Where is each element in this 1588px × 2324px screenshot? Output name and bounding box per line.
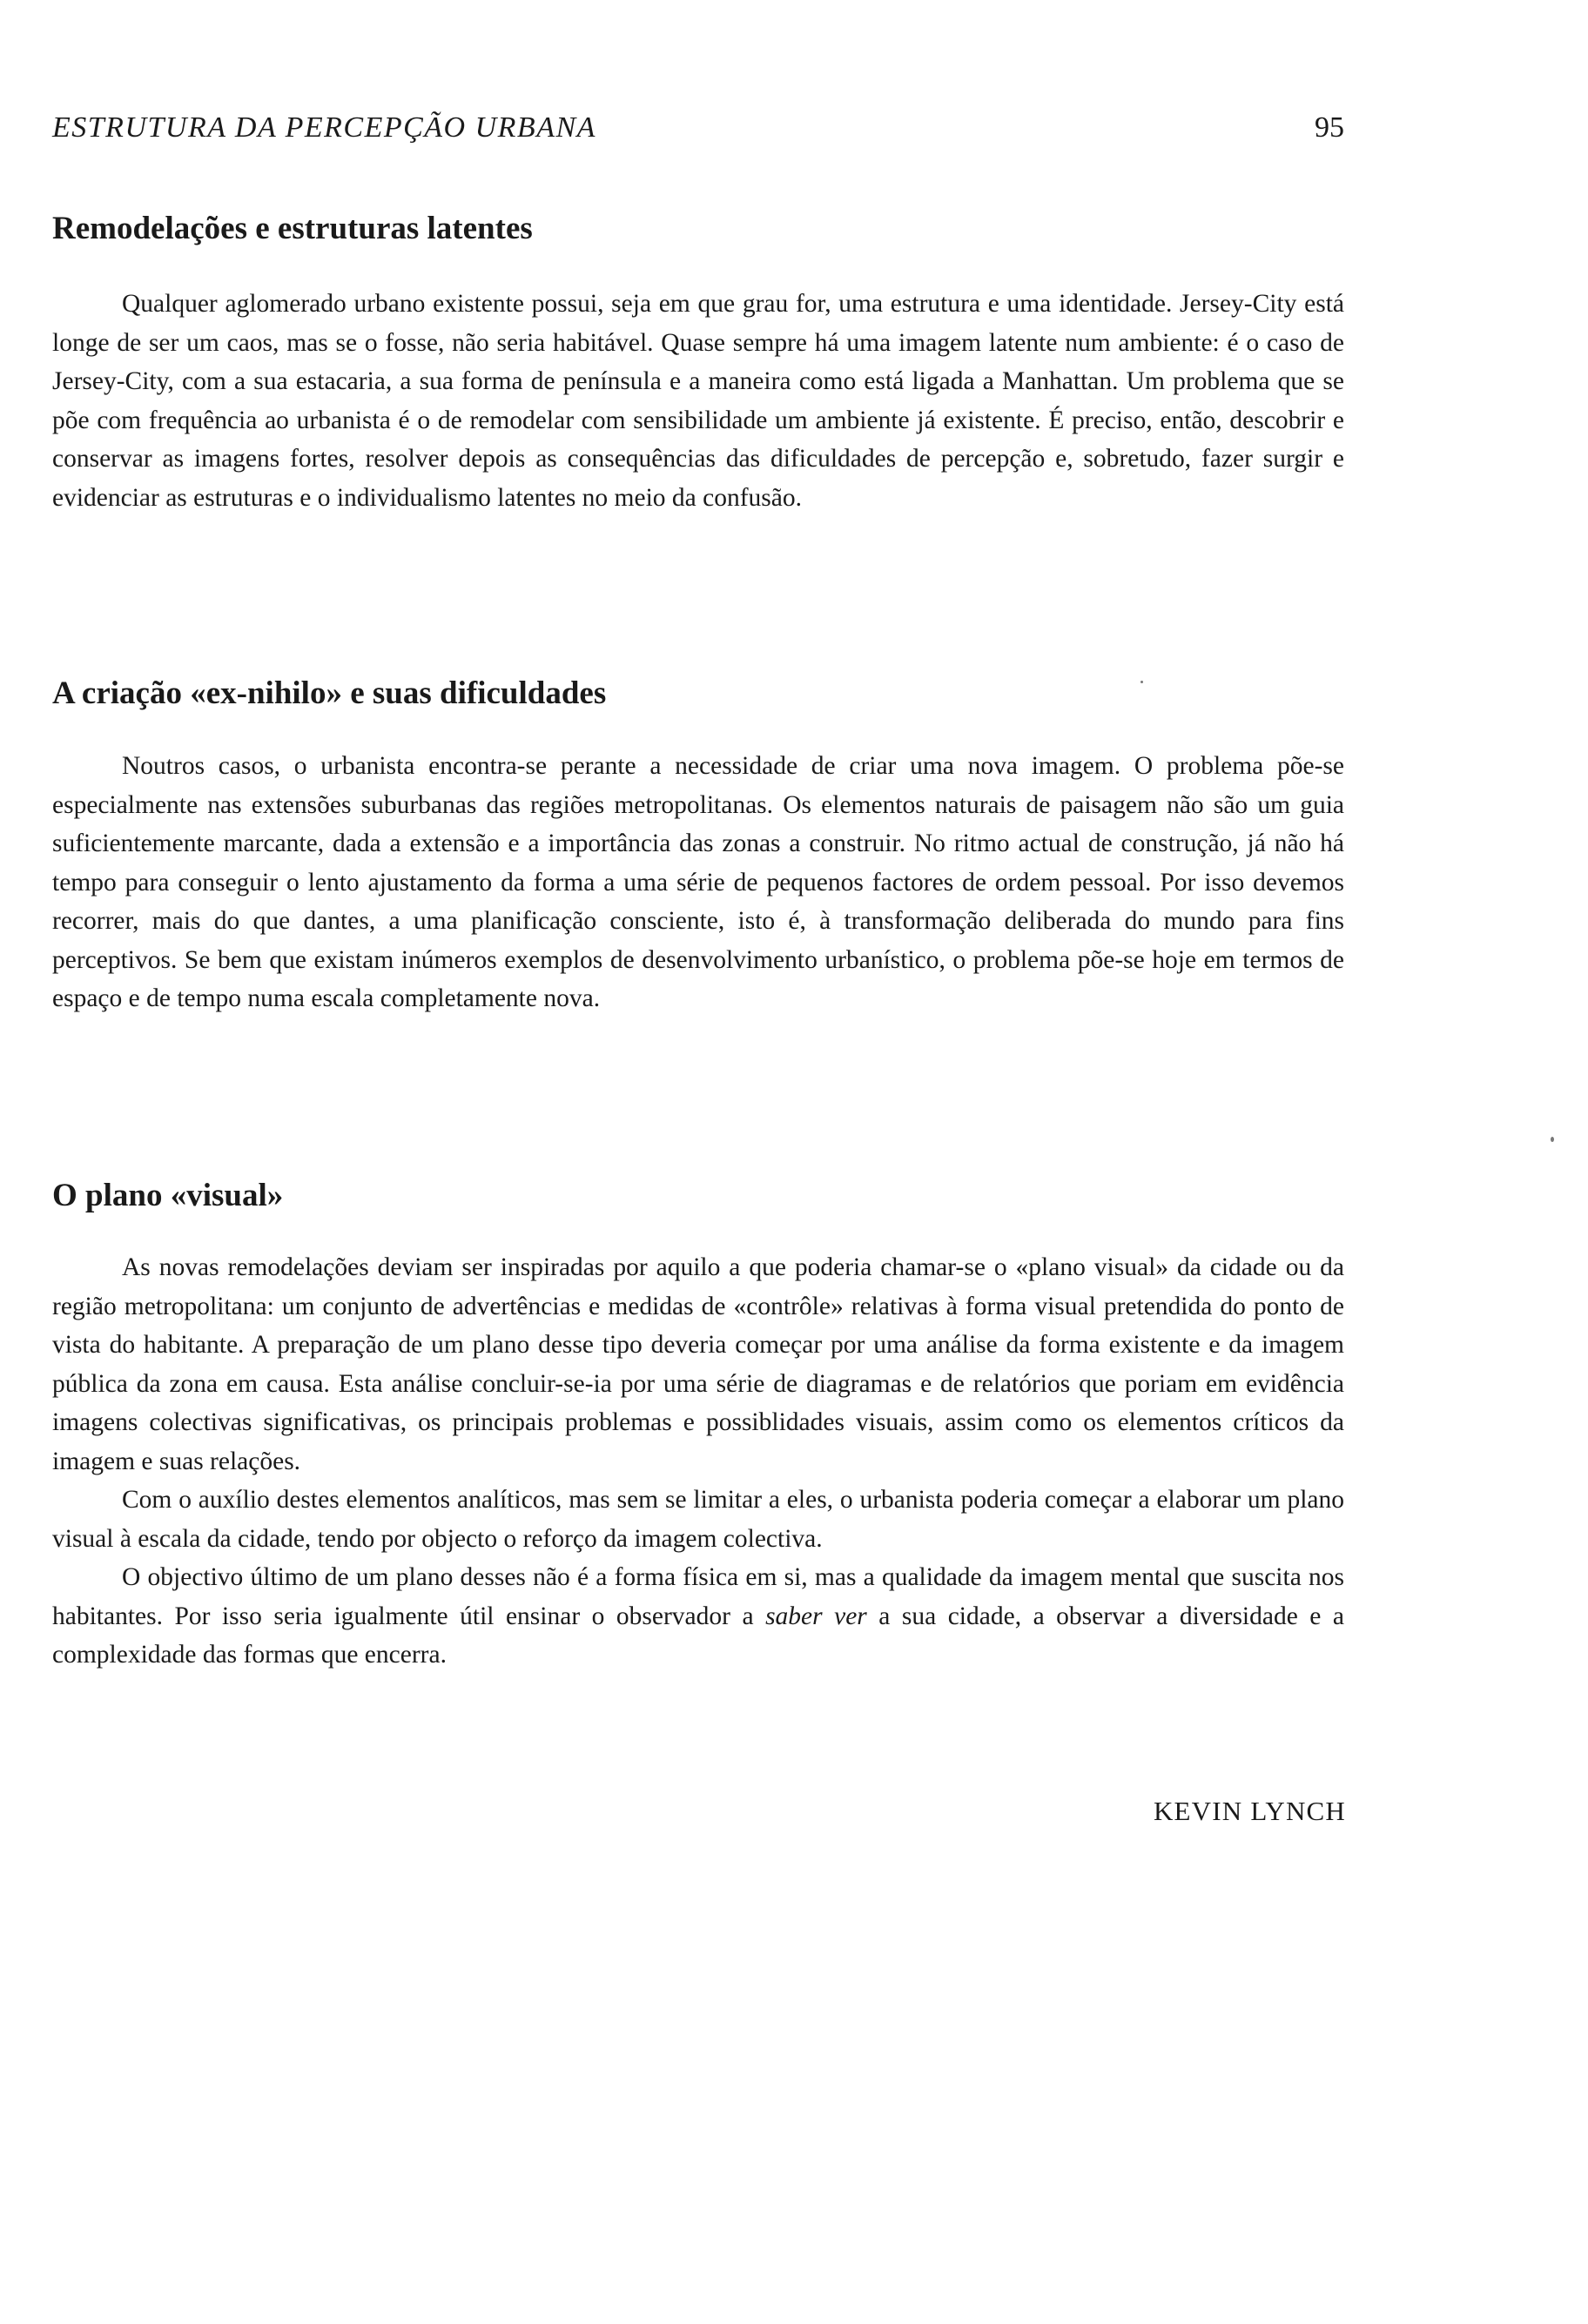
section-heading-remodelacoes: Remodelações e estruturas latentes bbox=[52, 211, 533, 246]
section-heading-plano-visual: O plano «visual» bbox=[52, 1178, 284, 1213]
section-body-remodelacoes bbox=[52, 285, 1344, 517]
scan-speck bbox=[1141, 681, 1143, 683]
paragraph: Qualquer aglomerado urbano existente possui, seja em que grau for, uma estrutura e uma identidade. Jersey-City está longe de ser um caos, mas se o fosse, não seria habitável. Quase sempre há uma imagem latente num ambiente: é o caso de Jersey-City, com a sua estacaria, a sua forma de península e a maneira como está ligada a Manhattan. Um problema que se põe com frequência ao urbanista é o de remodelar com sensibilidade um ambiente já existente. É preciso, então, descobrir e conservar as imagens fortes, resolver depois as consequências das dificuldades de percepção e, sobretudo, fazer surgir e evidenciar as estruturas e o individualismo latentes no meio da confusão. bbox=[52, 290, 1344, 512]
section-body-criacao bbox=[52, 747, 1344, 1018]
paragraph: Noutros casos, o urbanista encontra-se perante a necessidade de criar uma nova imagem. O problema põe-se especialmente nas extensões suburbanas das regiões metropolitanas. Os elementos naturais de paisagem não são um guia suficientemente marcante, dada a extensão e a importância das zonas a construir. No ritmo actual de construção, já não há tempo para conseguir o lento ajustamento da forma a uma série de pequenos factores de ordem pessoal. Por isso devemos recorrer, mais do que dantes, a uma planificação consciente, isto é, à transformação deliberada do mundo para fins perceptivos. Se bem que existam inúmeros exemplos de desenvolvimento urbanístico, o problema põe-se hoje em termos de espaço e de tempo numa escala completamente nova. bbox=[52, 752, 1344, 1012]
section-body-plano-visual bbox=[52, 1248, 1344, 1675]
paragraph: Com o auxílio destes elementos analíticos, mas sem se limitar a eles, o urbanista poderia começar a elaborar um plano visual à escala da cidade, tendo por objecto o reforço da imagem colectiva. bbox=[52, 1486, 1344, 1553]
paragraph: As novas remodelações deviam ser inspiradas por aquilo a que poderia chamar-se o «plano visual» da cidade ou da região metropolitana: um conjunto de advertências e medidas de «contrôle» relativas à forma visual pretendida do ponto de vista do habitante. A preparação de um plano desse tipo deveria começar por uma análise da forma existente e da imagem pública da zona em causa. Esta análise concluir-se-ia por uma série de diagramas e de relatórios que poriam em evidência imagens colectivas significativas, os principais problemas e possiblidades visuais, assim como os elementos críticos da imagem e suas relações. bbox=[52, 1253, 1344, 1475]
author-signature: KEVIN LYNCH bbox=[1153, 1796, 1346, 1826]
running-title: ESTRUTURA DA PERCEPÇÃO URBANA bbox=[52, 111, 596, 144]
paragraph-closing bbox=[52, 1558, 1344, 1675]
page-number: 95 bbox=[1315, 111, 1344, 144]
paragraph-text: O objectivo último de um plano desses não é a forma física em si, mas a qualidade da imagem mental que suscita nos habitantes. Por isso seria igualmente útil ensinar o observador a bbox=[52, 1563, 1344, 1630]
emphasis-text: saber ver bbox=[765, 1602, 867, 1630]
scan-speck bbox=[1551, 1137, 1554, 1142]
running-head bbox=[52, 111, 1344, 155]
section-heading-criacao: A criação «ex-nihilo» e suas dificuldades bbox=[52, 675, 607, 711]
paragraph-text: a sua cidade, a observar a diversidade e a complexidade das formas que encerra. bbox=[52, 1602, 1344, 1669]
